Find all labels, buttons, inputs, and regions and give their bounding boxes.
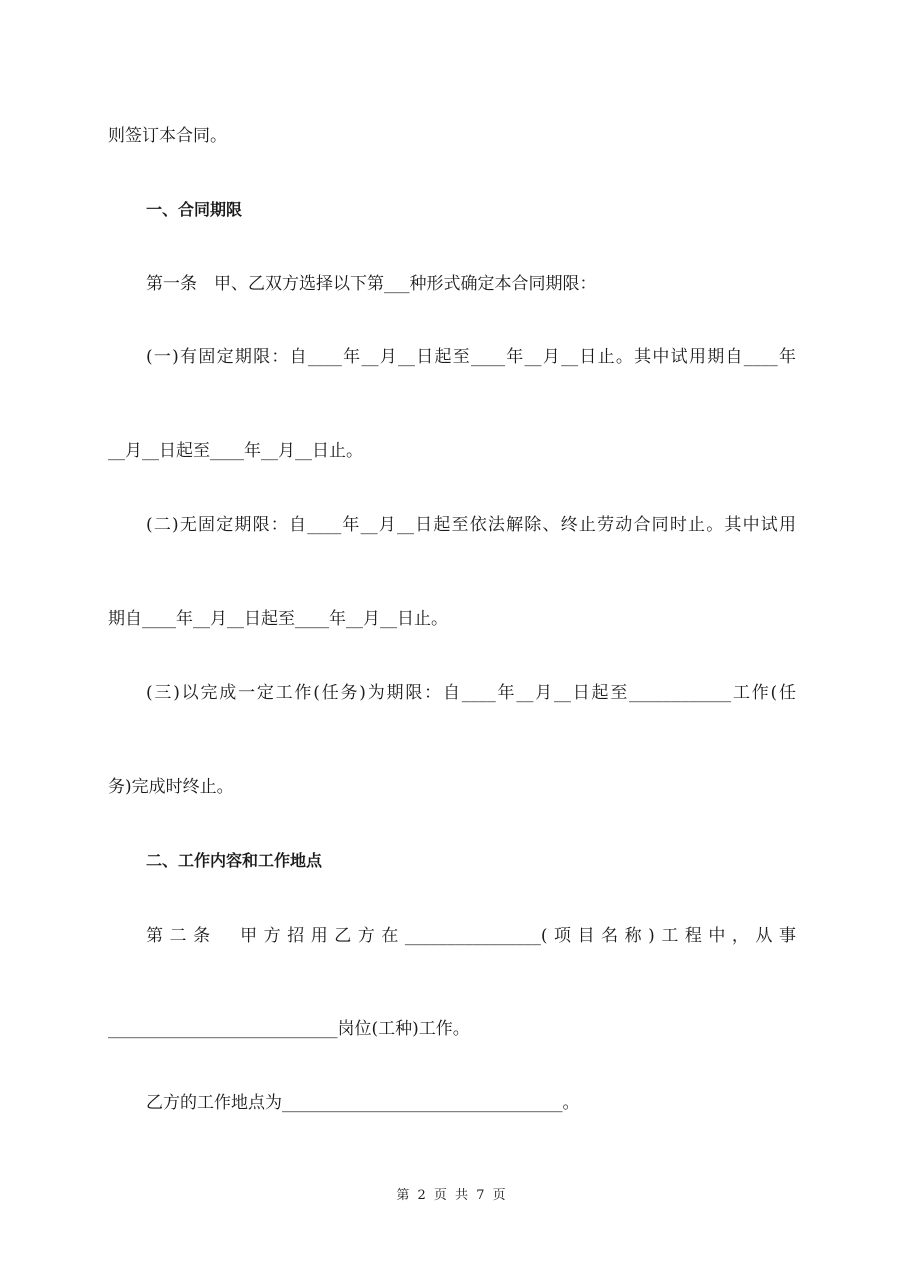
section-heading-contract-term: 一、合同期限 xyxy=(146,200,243,219)
clause-open-term-line1: (二)无固定期限：自____年__月__日起至依法解除、终止劳动合同时止。其中试用 xyxy=(146,515,796,535)
page-number: 第 2 页 共 7 页 xyxy=(396,1188,508,1203)
article-2-line1: 第二条 甲方招用乙方在________________(项目名称)工程中，从事 xyxy=(146,926,796,946)
clause-task-term-line1: (三)以完成一定工作(任务)为期限：自____年__月__日起至____________工作(任 xyxy=(146,683,796,703)
clause-fixed-term-line2: __月__日起至____年__月__日止。 xyxy=(108,441,363,461)
work-location: 乙方的工作地点为_________________________________。 xyxy=(146,1093,580,1113)
article-2-line2: ___________________________岗位(工种)工作。 xyxy=(108,1019,470,1039)
paragraph-continuation: 则签订本合同。 xyxy=(108,126,227,146)
section-heading-work-content: 二、工作内容和工作地点 xyxy=(146,851,323,870)
clause-open-term-line2: 期自____年__月__日起至____年__月__日止。 xyxy=(108,609,448,629)
clause-task-term-line2: 务)完成时终止。 xyxy=(108,777,234,797)
article-1: 第一条 甲、乙双方选择以下第___种形式确定本合同期限： xyxy=(146,274,597,294)
clause-fixed-term-line1: (一)有固定期限：自____年__月__日起至____年__月__日止。其中试用期自____年 xyxy=(146,347,796,367)
